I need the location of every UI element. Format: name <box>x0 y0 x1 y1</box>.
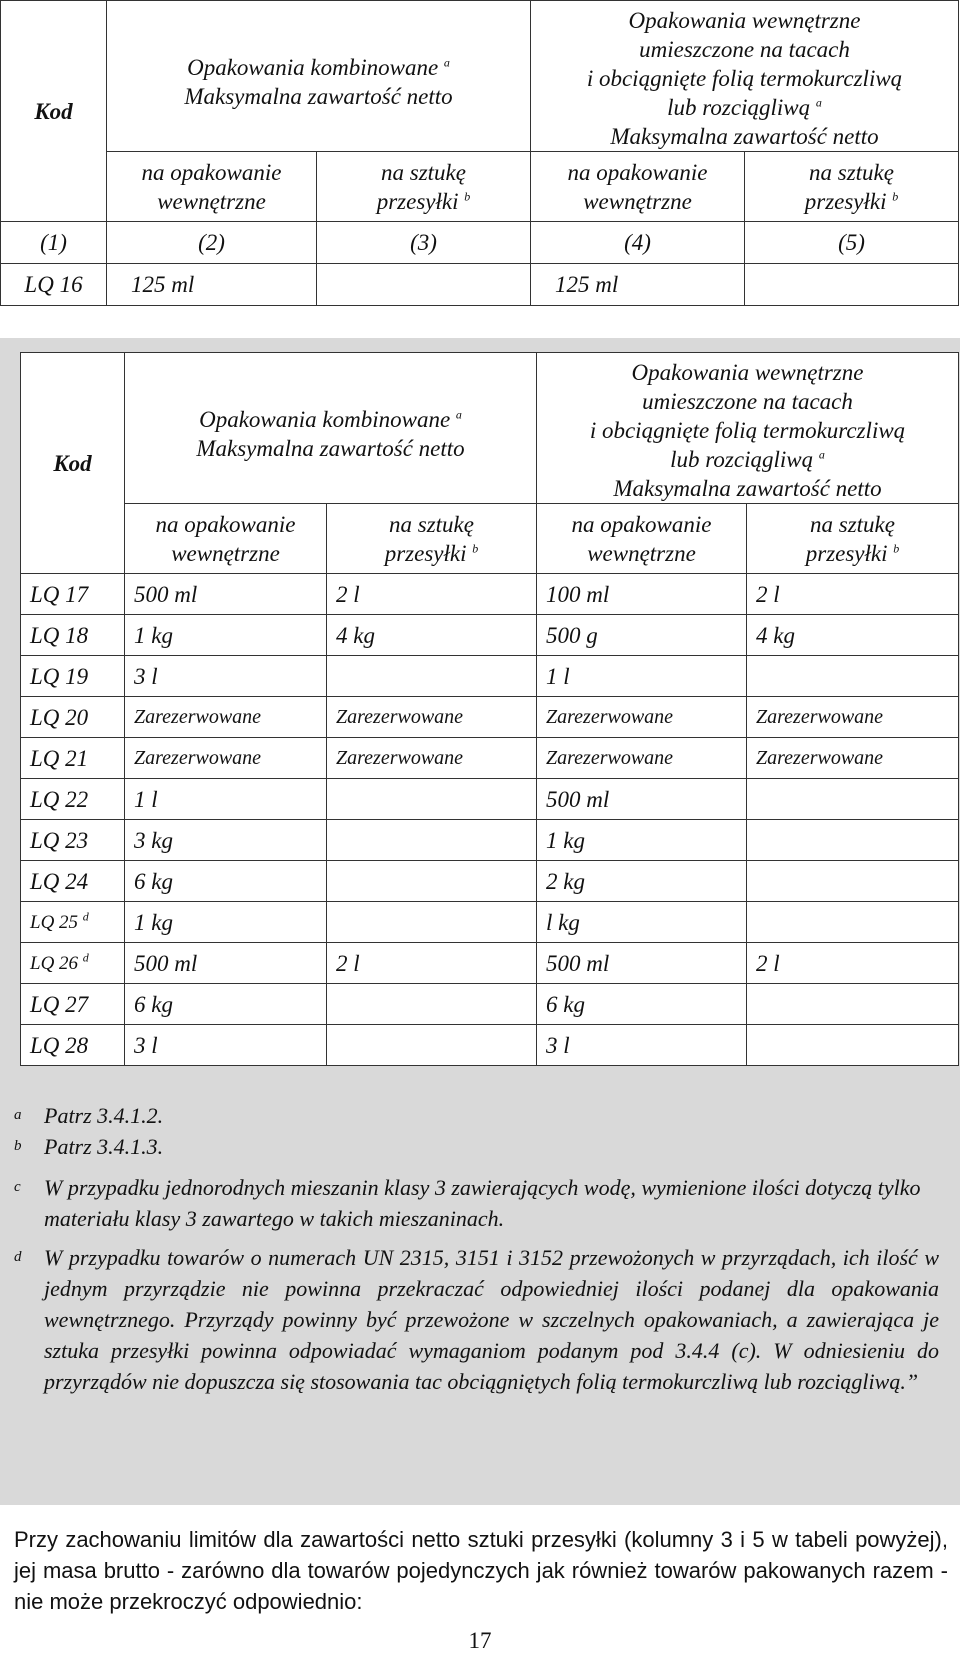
cell: 3 l <box>125 1025 327 1066</box>
cell: l kg <box>537 902 747 943</box>
cell: 6 kg <box>125 861 327 902</box>
table-row <box>21 697 959 738</box>
cell <box>327 656 537 697</box>
table-row <box>21 656 959 697</box>
cell <box>327 1025 537 1066</box>
table-main <box>20 352 958 1066</box>
cell: 100 ml <box>537 574 747 615</box>
cell: Zarezerwowane <box>537 738 747 779</box>
table-row <box>21 984 959 1025</box>
header-kod: Kod <box>1 1 107 222</box>
col-number: (4) <box>531 222 745 264</box>
cell <box>745 264 959 306</box>
footnote-mark: d <box>14 1249 22 1265</box>
cell <box>747 1025 959 1066</box>
cell: Zarezerwowane <box>327 738 537 779</box>
subheader-piece: na sztukę przesyłki $^b$ <box>747 504 959 574</box>
cell-code: LQ 18 <box>21 615 125 656</box>
cell: 3 l <box>537 1025 747 1066</box>
cell: 3 kg <box>125 820 327 861</box>
cell: 1 kg <box>537 820 747 861</box>
cell: 1 kg <box>125 902 327 943</box>
cell: 4 kg <box>747 615 959 656</box>
table-row <box>1 264 959 306</box>
cell: 125 ml <box>531 264 745 306</box>
cell-code: LQ 27 <box>21 984 125 1025</box>
footnote-mark: b <box>14 1138 22 1154</box>
cell: 6 kg <box>537 984 747 1025</box>
header-kod: Kod <box>21 353 125 574</box>
header-combined: Opakowania kombinowane $^a$ Maksymalna zawartość netto <box>107 1 531 152</box>
cell: 125 ml <box>107 264 317 306</box>
body-paragraph: Przy zachowaniu limitów dla zawartości netto sztuki przesyłki (kolumny 3 i 5 w tabeli powyżej), jej masa brutto - zarówno dla towarów pojedynczych jak również towarów pakowanych razem - nie może przekroczyć odpowiednio: <box>14 1527 948 1614</box>
table-row <box>21 902 959 943</box>
cell <box>747 902 959 943</box>
cell: 500 ml <box>537 943 747 984</box>
cell-code: LQ 22 <box>21 779 125 820</box>
subheader-inner: na opakowanie wewnętrzne <box>107 152 317 222</box>
header-trays: Opakowania wewnętrzne umieszczone na tacach i obciągnięte folią termokurczliwą lub rozciągliwą $^a$ Maksymalna zawartość netto <box>531 1 959 152</box>
cell <box>747 779 959 820</box>
header-combined: Opakowania kombinowane $^a$ Maksymalna zawartość netto <box>125 353 537 504</box>
cell: Zarezerwowane <box>537 697 747 738</box>
cell <box>327 820 537 861</box>
footnote-text: W przypadku jednorodnych mieszanin klasy 3 zawierających wodę, wymienione ilości dotyczą tylko materiału klasy 3 zawartego w takich mieszaninach. <box>44 1175 921 1231</box>
cell-code: LQ 19 <box>21 656 125 697</box>
cell: 2 l <box>747 574 959 615</box>
table-row <box>21 738 959 779</box>
cell: 3 l <box>125 656 327 697</box>
cell-code: LQ 20 <box>21 697 125 738</box>
footnote-mark: a <box>14 1107 22 1123</box>
cell: Zarezerwowane <box>327 697 537 738</box>
table-top <box>0 0 958 306</box>
cell-code: LQ 26 $^d$ <box>21 943 125 984</box>
cell: 6 kg <box>125 984 327 1025</box>
subheader-piece: na sztukę przesyłki $^b$ <box>745 152 959 222</box>
cell-code: LQ 17 <box>21 574 125 615</box>
cell <box>327 779 537 820</box>
cell: 1 l <box>537 656 747 697</box>
cell: 2 l <box>327 574 537 615</box>
cell <box>747 861 959 902</box>
footnote-text: Patrz 3.4.1.3. <box>44 1134 164 1159</box>
table-row <box>21 574 959 615</box>
table-row <box>21 1025 959 1066</box>
cell: 500 ml <box>125 574 327 615</box>
cell: 2 l <box>327 943 537 984</box>
cell: 2 kg <box>537 861 747 902</box>
cell: 1 l <box>125 779 327 820</box>
cell <box>317 264 531 306</box>
cell-code: LQ 16 <box>1 264 107 306</box>
cell <box>327 984 537 1025</box>
table-row <box>21 615 959 656</box>
subheader-piece: na sztukę przesyłki $^b$ <box>317 152 531 222</box>
cell: Zarezerwowane <box>747 697 959 738</box>
cell-code: LQ 21 <box>21 738 125 779</box>
table-row <box>21 779 959 820</box>
table-row <box>21 943 959 984</box>
cell: 4 kg <box>327 615 537 656</box>
footnote-mark: c <box>14 1179 21 1195</box>
cell: 500 ml <box>125 943 327 984</box>
col-number: (3) <box>317 222 531 264</box>
cell <box>327 902 537 943</box>
cell-code: LQ 28 <box>21 1025 125 1066</box>
cell <box>327 861 537 902</box>
table-row <box>21 861 959 902</box>
cell: Zarezerwowane <box>125 738 327 779</box>
subheader-piece: na sztukę przesyłki $^b$ <box>327 504 537 574</box>
cell: Zarezerwowane <box>747 738 959 779</box>
cell: 500 ml <box>537 779 747 820</box>
cell <box>747 820 959 861</box>
cell-code: LQ 25 $^d$ <box>21 902 125 943</box>
subheader-inner: na opakowanie wewnętrzne <box>537 504 747 574</box>
cell: 500 g <box>537 615 747 656</box>
cell: Zarezerwowane <box>125 697 327 738</box>
subheader-inner: na opakowanie wewnętrzne <box>531 152 745 222</box>
header-trays: Opakowania wewnętrzne umieszczone na tacach i obciągnięte folią termokurczliwą lub rozciągliwą $^a$ Maksymalna zawartość netto <box>537 353 959 504</box>
col-number: (1) <box>1 222 107 264</box>
cell: 2 l <box>747 943 959 984</box>
cell: 1 kg <box>125 615 327 656</box>
subheader-inner: na opakowanie wewnętrzne <box>125 504 327 574</box>
table-row <box>21 820 959 861</box>
page-number: 17 <box>468 1628 492 1653</box>
col-number: (5) <box>745 222 959 264</box>
cell <box>747 656 959 697</box>
cell-code: LQ 23 <box>21 820 125 861</box>
cell <box>747 984 959 1025</box>
col-number: (2) <box>107 222 317 264</box>
cell-code: LQ 24 <box>21 861 125 902</box>
footnote-text: Patrz 3.4.1.2. <box>44 1103 164 1128</box>
footnote-text: W przypadku towarów o numerach UN 2315, 3151 i 3152 przewożonych w przyrządach, ich ilość w jednym przyrządzie nie powinna przekraczać odpowiedniej ilości podanej dla opakowania wewnętrznego. Przyrządy powinny być przewożone w szczelnych opakowaniach, a zawierająca je sztuka przesyłki powinna odpowiadać wymaganiom podanym pod 3.4.4 (c). W odniesieniu do przyrządów nie dopuszcza się stosowania tac obciągniętych folią termokurczliwą lub rozciągliwą.” <box>44 1245 939 1394</box>
